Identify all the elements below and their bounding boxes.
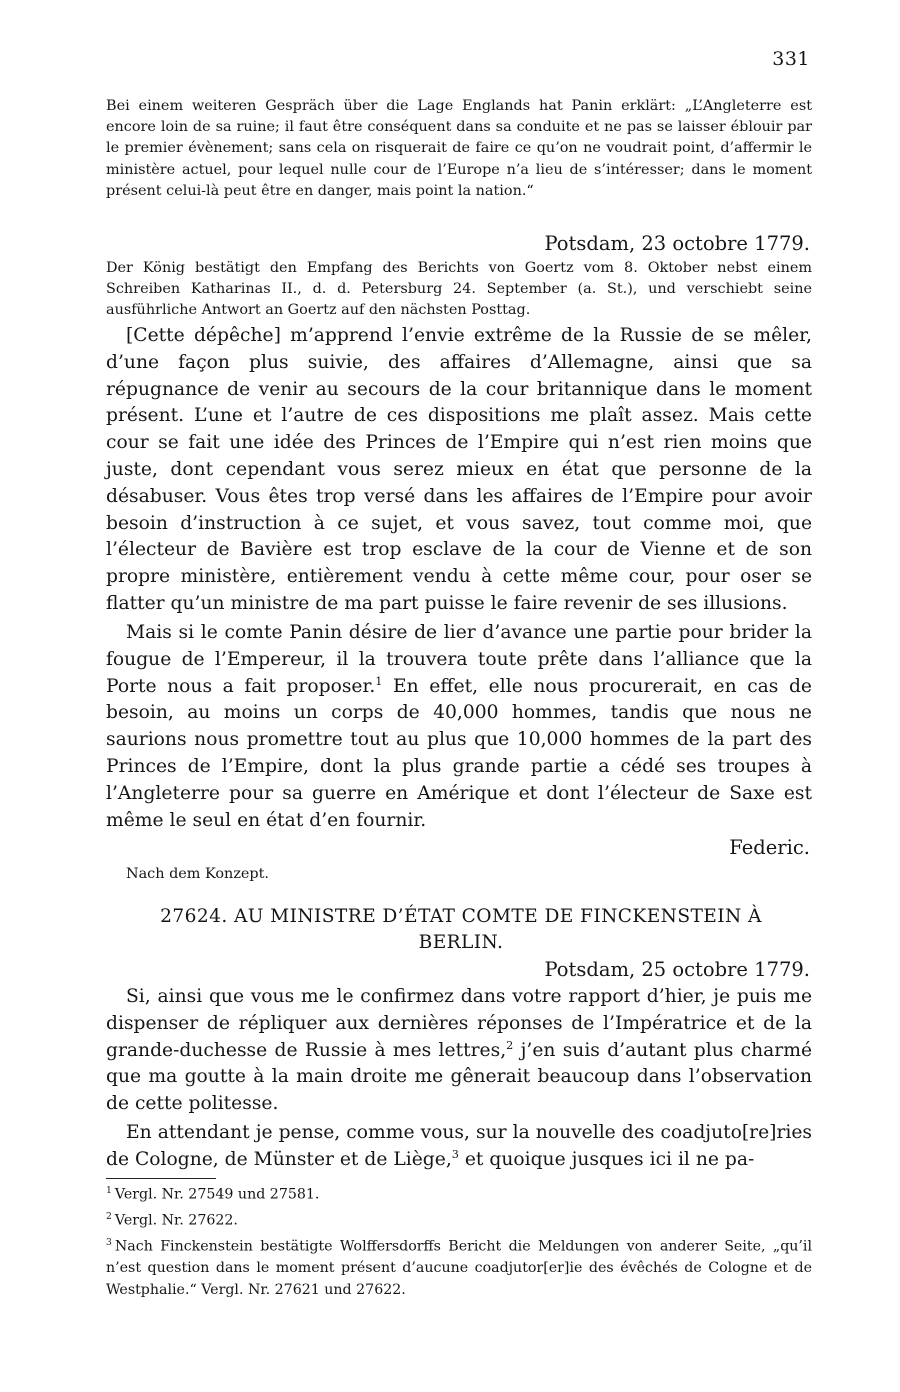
letter2-paragraph-1 (106, 984, 812, 1118)
footnote-1-mark: 1 (106, 1185, 112, 1196)
footnote-3-text: Nach Finckenstein bestätigte Wolffersdorffs Bericht die Meldungen von anderer Seite, „qu’il n’est question dans le moment présent d’aucune coadjutor[er]ie des évêchés de Cologne et de Westphalie.“ Vergl. Nr. 27621 und 27622. (106, 1239, 812, 1298)
footnote-1 (106, 1180, 812, 1206)
footnote-1-text: Vergl. Nr. 27549 und 27581. (114, 1186, 320, 1203)
letter2-paragraph-2 (106, 1120, 812, 1174)
letter1-paragraph-2-text-b: En effet, elle nous procurerait, en cas de besoin, au moins un corps de 40,000 hommes, tandis que nous ne saurions nous promettre tout au plus que 10,000 hommes de la part des Princes de l’Empire, dont la plus grande partie a cédé ses troupes à l’Angleterre pour sa guerre en Amérique et dont l’électeur de Saxe est même le seul en état d’en fournir. (106, 675, 812, 831)
footnote-3-mark: 3 (106, 1237, 112, 1249)
letter2-dateline: Potsdam, 25 octobre 1779. (544, 958, 810, 981)
letter2-paragraph-1-text-a: Si, ainsi que vous me le confirmez dans votre rapport d’hier, je puis me dispenser de répliquer aux dernières réponses de l’Impératrice et de la grande-duchesse de Russie à mes lettres, (106, 986, 812, 1061)
footnote-3 (106, 1232, 812, 1301)
footnotes (106, 1180, 812, 1301)
letter1-paragraph-2 (106, 620, 812, 834)
page-number: 331 (772, 48, 810, 70)
letter1-paragraph-1: [Cette dépêche] m’apprend l’envie extrême de la Russie de se mêler, d’une façon plus suivie, des affaires d’Allemagne, ainsi que sa répugnance de venir au secours de la cour britannique dans le moment présent. L’une et l’autre de ces dispositions me plaît assez. Mais cette cour se fait une idée des Princes de l’Empire qui n’est rien moins que juste, dont cependant vous serez mieux en état que personne de la désabuser. Vous êtes trop versé dans les affaires de l’Empire pour avoir besoin d’instruction à ce sujet, et vous savez, tout comme moi, que l’électeur de Bavière est trop esclave de la cour de Vienne et de son propre ministère, entièrement vendu à cette même cour, pour oser se flatter qu’un ministre de ma part puisse le faire revenir de ses illusions. (106, 325, 812, 614)
letter2-heading-line-1: 27624. AU MINISTRE D’ÉTAT COMTE DE FINCKENSTEIN À (160, 906, 762, 927)
letter1-dateline: Potsdam, 23 octobre 1779. (544, 232, 810, 255)
letter1-source-note: Nach dem Konzept. (126, 866, 269, 882)
letter1-summary: Der König bestätigt den Empfang des Berichts von Goertz vom 8. Oktober nebst einem Schreiben Katharinas II., d. d. Petersburg 24. September (a. St.), und verschiebt seine ausführliche Antwort an Goertz auf den nächsten Posttag. (106, 260, 812, 319)
letter2-paragraph-2-text-a: En attendant je pense, comme vous, sur la nouvelle des coadjuto[re]ries de Cologne, de Münster et de Liège, (106, 1122, 812, 1170)
footnote-ref-3: 3 (451, 1147, 459, 1161)
letter2-paragraph-1-text-b: j’en suis d’autant plus charmé que ma goutte à la main droite me gênerait beaucoup dans l’observation de cette politesse. (106, 1039, 812, 1115)
intro-note: Bei einem weiteren Gespräch über die Lage Englands hat Panin erklärt: „L’Angleterre est encore loin de sa ruine; il faut être conséquent dans sa conduite et ne pas se laisser éblouir par le premier évènement; sans cela on risquerait de faire ce qu’on ne voudrait point, d’affermir le ministère actuel, pour lequel nulle cour de l’Europe n’a lieu de s’intéresser; dans le moment présent celui-là peut être en danger, mais point la nation.“ (106, 98, 812, 199)
letter2-heading-line-2: BERLIN. (418, 932, 504, 953)
footnote-separator (106, 1178, 216, 1179)
letter2-paragraph-2-text-b: et quoique jusques ici il ne pa- (458, 1148, 755, 1170)
letter1-paragraph-2-text-a: Mais si le comte Panin désire de lier d’avance une partie pour brider la fougue de l’Empereur, il la trouvera toute prête dans l’alliance que la Porte nous a fait proposer. (106, 622, 812, 697)
footnote-ref-1: 1 (375, 674, 383, 688)
letter2-heading (106, 904, 816, 956)
footnote-ref-2: 2 (506, 1038, 514, 1052)
footnote-2 (106, 1206, 812, 1232)
footnote-2-mark: 2 (106, 1211, 112, 1223)
letter1-signature: Federic. (729, 836, 810, 859)
footnote-2-text: Vergl. Nr. 27622. (114, 1212, 238, 1229)
